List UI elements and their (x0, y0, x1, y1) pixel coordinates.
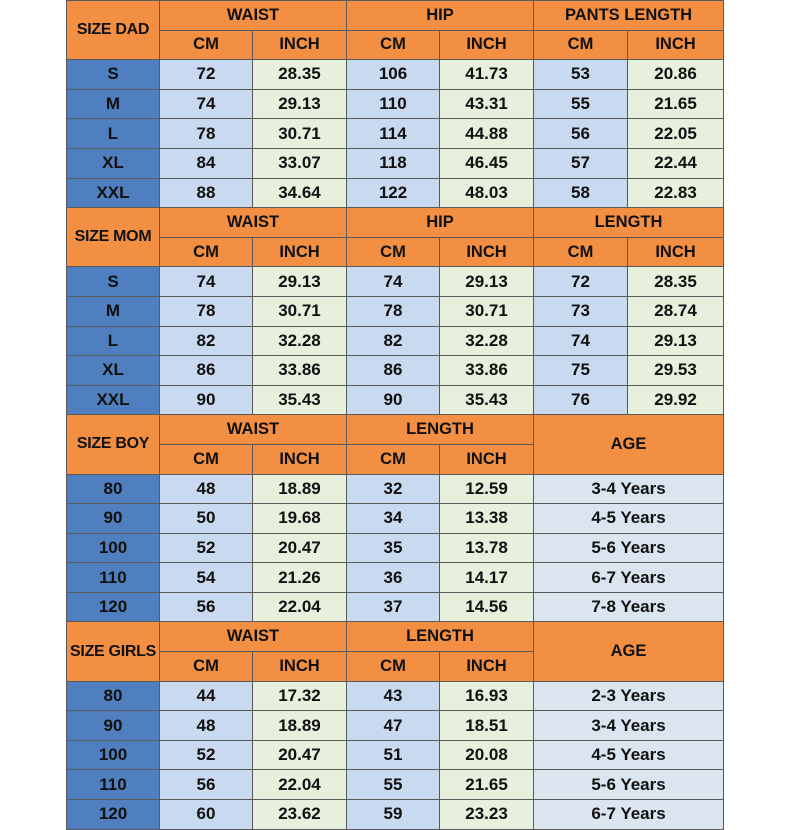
cm-cell: 57 (534, 148, 628, 178)
inch-cell: 29.13 (253, 89, 347, 119)
cm-cell: 72 (534, 267, 628, 297)
inch-cell: 33.86 (253, 356, 347, 386)
cm-cell: 86 (347, 356, 440, 386)
cm-cell: 78 (347, 296, 440, 326)
inch-cell: 29.13 (440, 267, 534, 297)
cm-cell: 58 (534, 178, 628, 208)
cm-cell: 118 (347, 148, 440, 178)
cm-cell: 84 (160, 148, 253, 178)
inch-cell: 43.31 (440, 89, 534, 119)
table-row (67, 60, 724, 90)
cm-cell: 88 (160, 178, 253, 208)
inch-cell: 22.44 (628, 148, 724, 178)
inch-cell: 18.89 (253, 474, 347, 504)
cm-cell: 78 (160, 296, 253, 326)
size-cell: 120 (67, 592, 160, 622)
inch-cell: 33.07 (253, 148, 347, 178)
table-row (67, 740, 724, 770)
cm-cell: 74 (534, 326, 628, 356)
mom-section-title: SIZE MOM (67, 208, 160, 267)
unit-header: INCH (628, 30, 724, 60)
size-chart (66, 0, 723, 824)
table-row (67, 119, 724, 149)
unit-header: CM (347, 30, 440, 60)
size-cell: XXL (67, 385, 160, 415)
unit-header: CM (160, 237, 253, 267)
cm-cell: 52 (160, 740, 253, 770)
cm-cell: 86 (160, 356, 253, 386)
table-row (67, 356, 724, 386)
size-cell: L (67, 119, 160, 149)
inch-cell: 28.35 (628, 267, 724, 297)
age-cell: 3-4 Years (534, 711, 724, 741)
dad-hip-header: HIP (347, 1, 534, 31)
inch-cell: 46.45 (440, 148, 534, 178)
inch-cell: 29.92 (628, 385, 724, 415)
unit-header: INCH (253, 444, 347, 474)
inch-cell: 30.71 (440, 296, 534, 326)
cm-cell: 72 (160, 60, 253, 90)
unit-header: CM (160, 652, 253, 682)
inch-cell: 20.47 (253, 533, 347, 563)
cm-cell: 56 (534, 119, 628, 149)
unit-header: INCH (440, 30, 534, 60)
unit-header: INCH (253, 652, 347, 682)
table-row (67, 267, 724, 297)
cm-cell: 44 (160, 681, 253, 711)
size-cell: 120 (67, 800, 160, 830)
table-row (67, 681, 724, 711)
mom-units-row (67, 237, 724, 267)
inch-cell: 13.78 (440, 533, 534, 563)
cm-cell: 74 (160, 89, 253, 119)
size-chart-table (66, 0, 724, 830)
cm-cell: 56 (160, 592, 253, 622)
size-cell: L (67, 326, 160, 356)
boy-length-header: LENGTH (347, 415, 534, 445)
dad-pants-length-header: PANTS LENGTH (534, 1, 724, 31)
inch-cell: 21.26 (253, 563, 347, 593)
cm-cell: 56 (160, 770, 253, 800)
inch-cell: 35.43 (440, 385, 534, 415)
inch-cell: 12.59 (440, 474, 534, 504)
inch-cell: 30.71 (253, 119, 347, 149)
cm-cell: 55 (347, 770, 440, 800)
size-cell: 80 (67, 681, 160, 711)
inch-cell: 29.13 (628, 326, 724, 356)
inch-cell: 34.64 (253, 178, 347, 208)
age-cell: 5-6 Years (534, 770, 724, 800)
cm-cell: 52 (160, 533, 253, 563)
inch-cell: 22.04 (253, 770, 347, 800)
table-row (67, 89, 724, 119)
cm-cell: 59 (347, 800, 440, 830)
table-row (67, 504, 724, 534)
size-cell: 100 (67, 740, 160, 770)
unit-header: INCH (440, 444, 534, 474)
cm-cell: 48 (160, 711, 253, 741)
inch-cell: 21.65 (440, 770, 534, 800)
inch-cell: 22.05 (628, 119, 724, 149)
cm-cell: 36 (347, 563, 440, 593)
inch-cell: 28.35 (253, 60, 347, 90)
cm-cell: 73 (534, 296, 628, 326)
cm-cell: 82 (347, 326, 440, 356)
unit-header: INCH (628, 237, 724, 267)
cm-cell: 43 (347, 681, 440, 711)
boy-age-header: AGE (534, 415, 724, 474)
inch-cell: 29.13 (253, 267, 347, 297)
size-cell: 80 (67, 474, 160, 504)
cm-cell: 90 (347, 385, 440, 415)
cm-cell: 37 (347, 592, 440, 622)
inch-cell: 21.65 (628, 89, 724, 119)
unit-header: CM (347, 652, 440, 682)
dad-header-row (67, 1, 724, 31)
unit-header: CM (160, 444, 253, 474)
mom-length-header: LENGTH (534, 208, 724, 238)
cm-cell: 32 (347, 474, 440, 504)
inch-cell: 33.86 (440, 356, 534, 386)
cm-cell: 78 (160, 119, 253, 149)
inch-cell: 48.03 (440, 178, 534, 208)
inch-cell: 32.28 (440, 326, 534, 356)
cm-cell: 76 (534, 385, 628, 415)
boy-header-row (67, 415, 724, 445)
inch-cell: 16.93 (440, 681, 534, 711)
unit-header: CM (534, 30, 628, 60)
age-cell: 7-8 Years (534, 592, 724, 622)
cm-cell: 82 (160, 326, 253, 356)
inch-cell: 35.43 (253, 385, 347, 415)
cm-cell: 60 (160, 800, 253, 830)
girls-header-row (67, 622, 724, 652)
size-cell: 110 (67, 770, 160, 800)
cm-cell: 122 (347, 178, 440, 208)
cm-cell: 35 (347, 533, 440, 563)
inch-cell: 18.89 (253, 711, 347, 741)
size-cell: M (67, 296, 160, 326)
cm-cell: 47 (347, 711, 440, 741)
size-cell: 90 (67, 711, 160, 741)
inch-cell: 28.74 (628, 296, 724, 326)
cm-cell: 110 (347, 89, 440, 119)
age-cell: 5-6 Years (534, 533, 724, 563)
cm-cell: 106 (347, 60, 440, 90)
age-cell: 4-5 Years (534, 504, 724, 534)
inch-cell: 13.38 (440, 504, 534, 534)
mom-header-row (67, 208, 724, 238)
inch-cell: 20.86 (628, 60, 724, 90)
size-cell: XL (67, 356, 160, 386)
cm-cell: 53 (534, 60, 628, 90)
cm-cell: 75 (534, 356, 628, 386)
unit-header: INCH (440, 652, 534, 682)
table-row (67, 770, 724, 800)
inch-cell: 14.17 (440, 563, 534, 593)
inch-cell: 32.28 (253, 326, 347, 356)
age-cell: 2-3 Years (534, 681, 724, 711)
cm-cell: 48 (160, 474, 253, 504)
unit-header: INCH (440, 237, 534, 267)
inch-cell: 14.56 (440, 592, 534, 622)
dad-units-row (67, 30, 724, 60)
size-cell: XXL (67, 178, 160, 208)
dad-waist-header: WAIST (160, 1, 347, 31)
inch-cell: 20.08 (440, 740, 534, 770)
inch-cell: 30.71 (253, 296, 347, 326)
boy-section-title: SIZE BOY (67, 415, 160, 474)
inch-cell: 23.62 (253, 800, 347, 830)
table-row (67, 326, 724, 356)
cm-cell: 74 (347, 267, 440, 297)
mom-hip-header: HIP (347, 208, 534, 238)
size-cell: 110 (67, 563, 160, 593)
inch-cell: 29.53 (628, 356, 724, 386)
table-row (67, 800, 724, 830)
cm-cell: 114 (347, 119, 440, 149)
unit-header: CM (347, 237, 440, 267)
table-row (67, 385, 724, 415)
inch-cell: 20.47 (253, 740, 347, 770)
size-cell: 100 (67, 533, 160, 563)
inch-cell: 23.23 (440, 800, 534, 830)
table-row (67, 296, 724, 326)
cm-cell: 55 (534, 89, 628, 119)
unit-header: CM (160, 30, 253, 60)
cm-cell: 90 (160, 385, 253, 415)
unit-header: INCH (253, 237, 347, 267)
girls-section-title: SIZE GIRLS (67, 622, 160, 681)
size-cell: S (67, 267, 160, 297)
age-cell: 6-7 Years (534, 563, 724, 593)
boy-waist-header: WAIST (160, 415, 347, 445)
cm-cell: 74 (160, 267, 253, 297)
age-cell: 6-7 Years (534, 800, 724, 830)
inch-cell: 22.83 (628, 178, 724, 208)
cm-cell: 51 (347, 740, 440, 770)
cm-cell: 34 (347, 504, 440, 534)
mom-waist-header: WAIST (160, 208, 347, 238)
inch-cell: 22.04 (253, 592, 347, 622)
unit-header: INCH (253, 30, 347, 60)
size-cell: S (67, 60, 160, 90)
age-cell: 3-4 Years (534, 474, 724, 504)
unit-header: CM (347, 444, 440, 474)
size-cell: 90 (67, 504, 160, 534)
table-row (67, 148, 724, 178)
unit-header: CM (534, 237, 628, 267)
girls-waist-header: WAIST (160, 622, 347, 652)
table-row (67, 533, 724, 563)
inch-cell: 18.51 (440, 711, 534, 741)
girls-age-header: AGE (534, 622, 724, 681)
table-row (67, 178, 724, 208)
table-row (67, 592, 724, 622)
table-row (67, 711, 724, 741)
girls-length-header: LENGTH (347, 622, 534, 652)
dad-section-title: SIZE DAD (67, 1, 160, 60)
size-cell: M (67, 89, 160, 119)
table-row (67, 474, 724, 504)
cm-cell: 54 (160, 563, 253, 593)
size-cell: XL (67, 148, 160, 178)
inch-cell: 41.73 (440, 60, 534, 90)
cm-cell: 50 (160, 504, 253, 534)
inch-cell: 44.88 (440, 119, 534, 149)
inch-cell: 19.68 (253, 504, 347, 534)
table-row (67, 563, 724, 593)
inch-cell: 17.32 (253, 681, 347, 711)
age-cell: 4-5 Years (534, 740, 724, 770)
